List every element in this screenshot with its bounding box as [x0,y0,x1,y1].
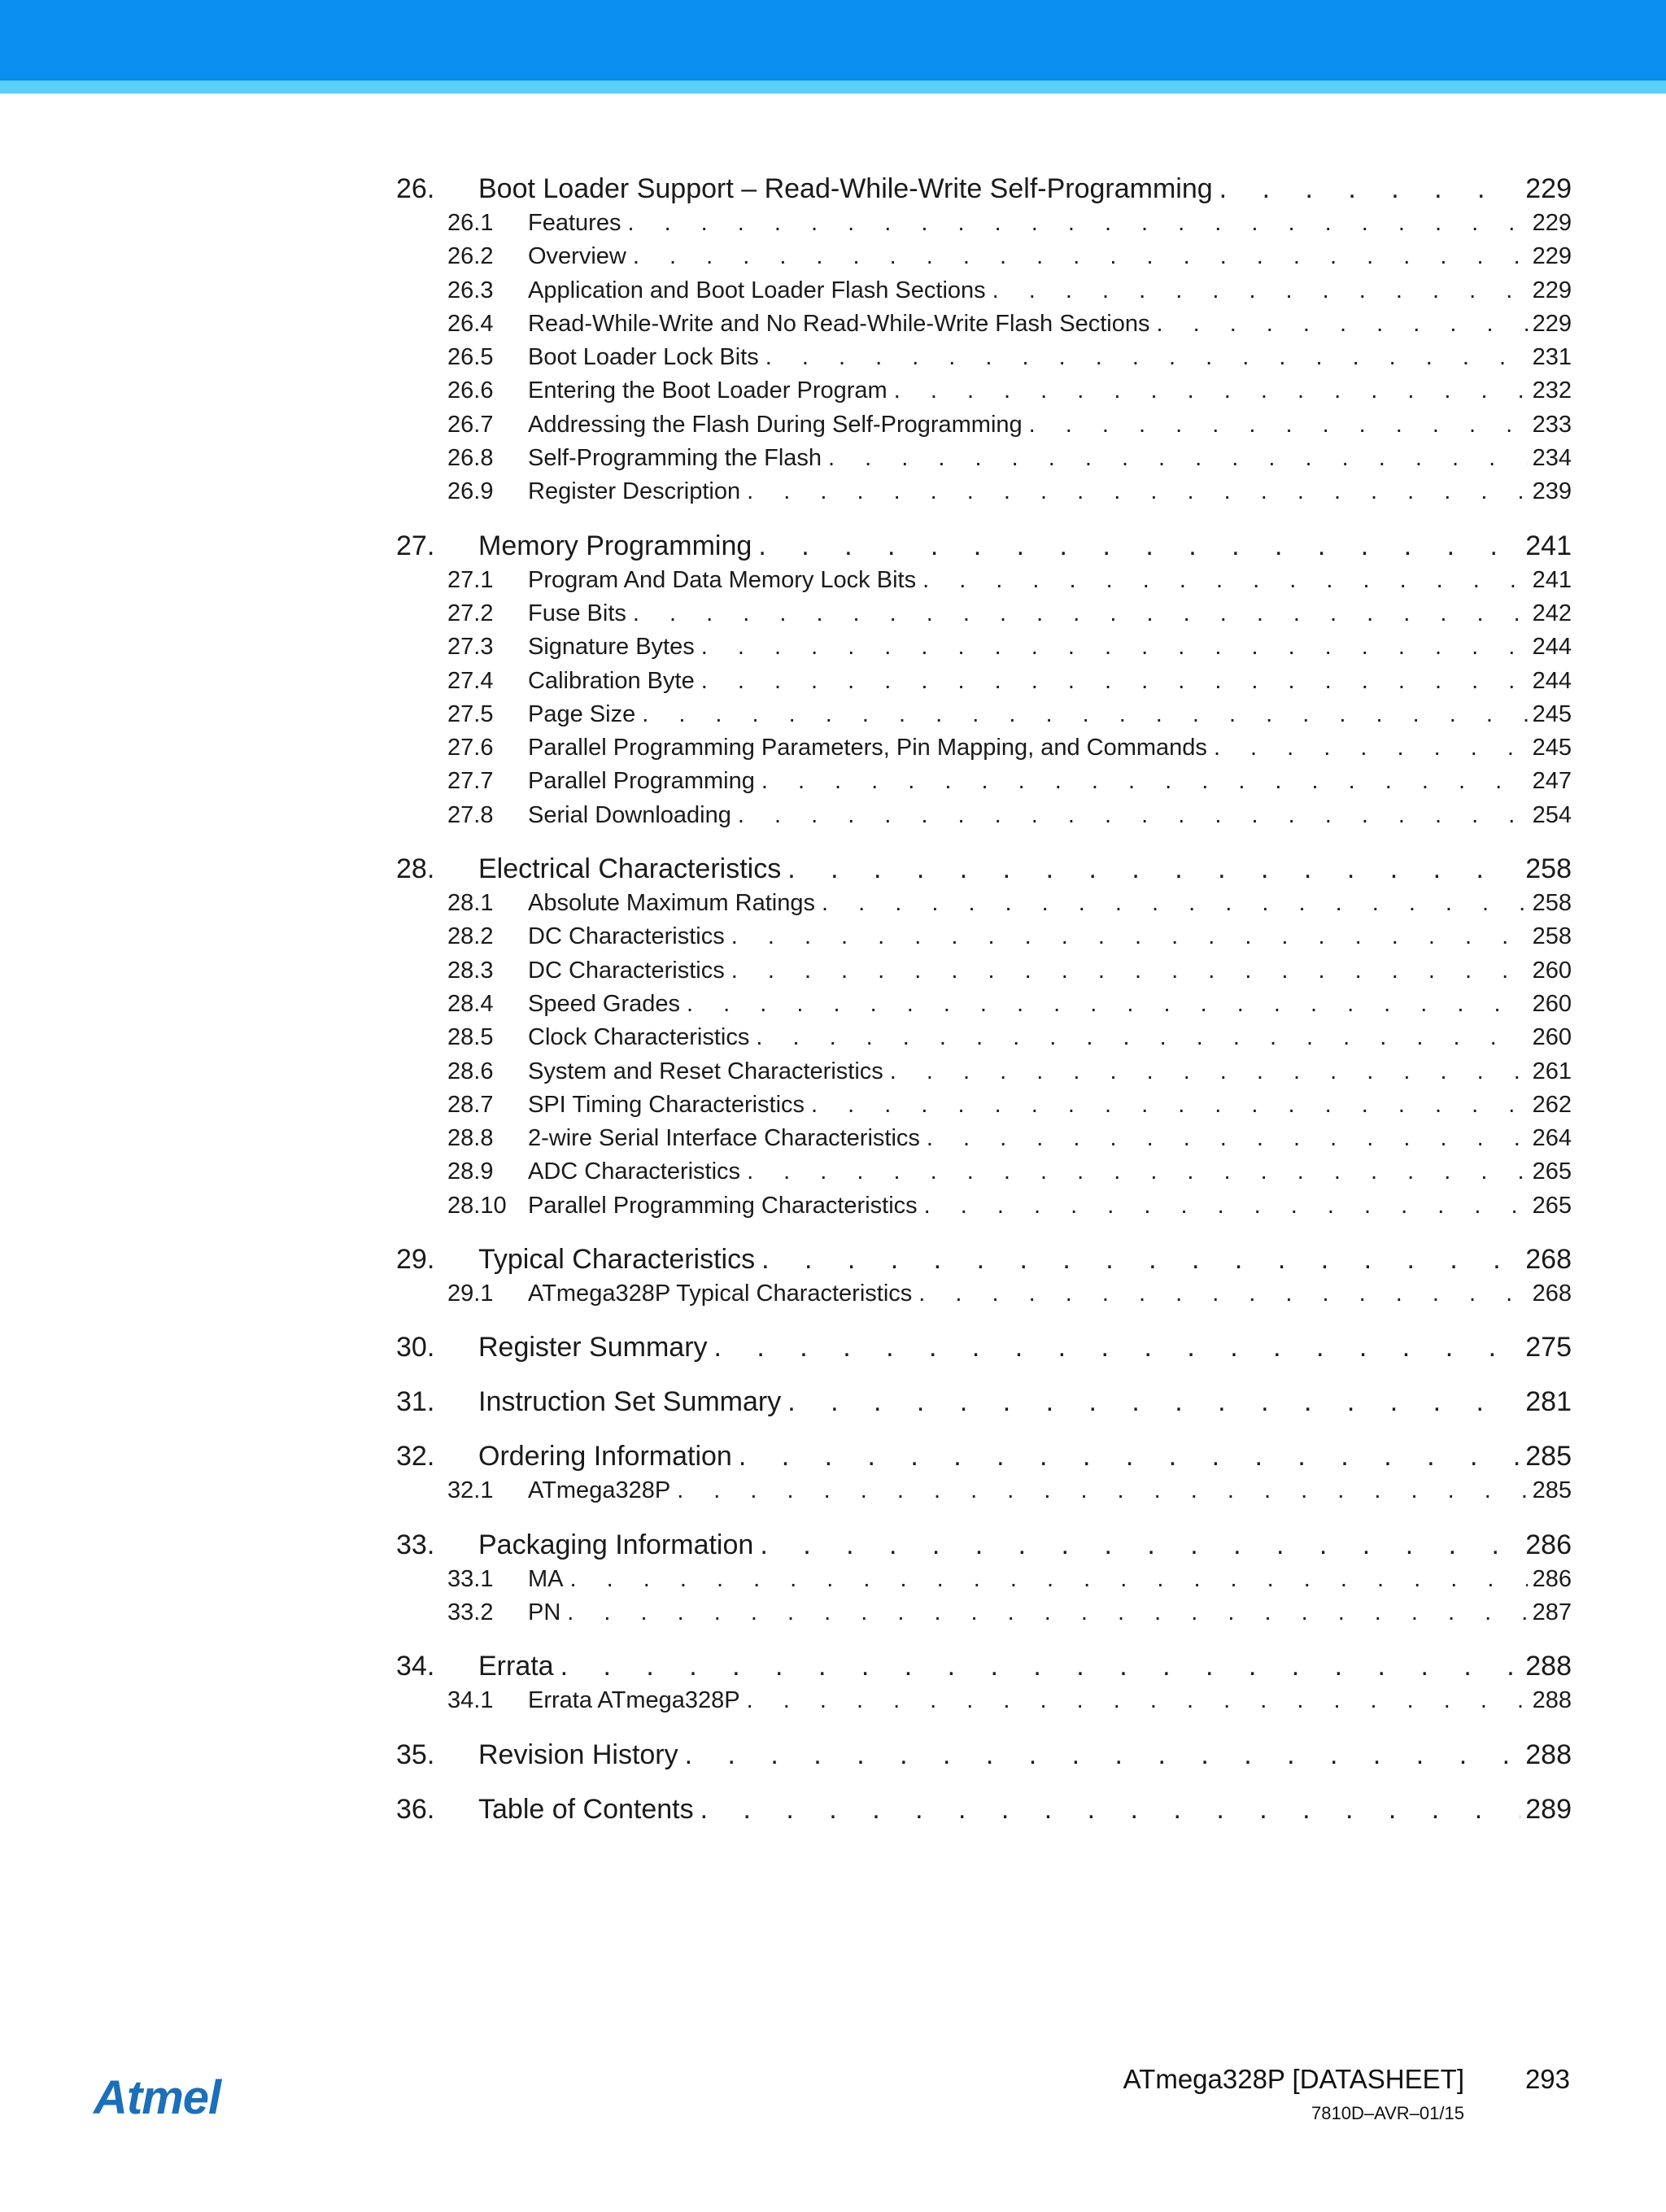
toc-chapter [396,1527,1572,1630]
toc-entry-title: Speed Grades [528,990,681,1017]
toc-entry-page: 287 [1532,1599,1572,1625]
footer-page-number: 293 [1524,2064,1570,2094]
footer-doc-code: 7810D–AVR–01/15 [1311,2103,1464,2123]
toc-entry-page: 288 [1532,1687,1572,1714]
toc-entry-number: 26.8 [447,445,494,472]
toc-entry-number: 27.3 [447,634,494,661]
toc-entry-number: 32. [396,1441,435,1472]
toc-dot-leader [626,240,1528,273]
toc-entry-page: 258 [1525,853,1572,885]
toc-entry-number: 33.2 [447,1599,494,1625]
toc-entry-page: 260 [1532,990,1572,1017]
toc-section-row[interactable] [396,731,1572,765]
toc-entry-title: Calibration Byte [528,667,695,694]
toc-chapter-row[interactable] [396,528,1572,564]
toc-entry-title: Boot Loader Support – Read-While-Write Self-Programming [478,173,1213,204]
toc-entry-title: Register Summary [478,1332,708,1363]
toc-entry-title: Fuse Bits [528,600,626,626]
toc-section-row[interactable] [396,954,1572,988]
toc-entry-page: 247 [1532,768,1572,795]
toc-dot-leader [759,341,1528,374]
toc-entry-title: Packaging Information [478,1529,754,1560]
toc-entry-number: 26.5 [447,344,494,371]
toc-entry-page: 239 [1532,478,1572,505]
toc-dot-leader [1149,308,1527,341]
toc-entry-title: Program And Data Memory Lock Bits [528,566,917,593]
toc-entry-title: Electrical Characteristics [478,853,782,885]
toc-entry-title: ATmega328P Typical Characteristics [528,1281,913,1307]
toc-section-row[interactable] [396,920,1572,953]
toc-entry-number: 28.1 [447,890,494,917]
toc-entry-page: 264 [1532,1125,1572,1152]
toc-entry-title: DC Characteristics [528,923,725,950]
toc-entry-number: 27.7 [447,768,494,795]
toc-entry-title: Typical Characteristics [478,1244,756,1276]
toc-entry-page: 285 [1532,1477,1572,1504]
toc-chapter-row[interactable] [396,1384,1572,1420]
toc-entry-number: 35. [396,1739,435,1770]
toc-entry-number: 36. [396,1793,435,1825]
toc-section-row[interactable] [396,1596,1572,1630]
toc-entry-title: PN [528,1599,561,1625]
toc-dot-leader [740,475,1528,508]
toc-entry-title: Clock Characteristics [528,1024,750,1051]
footer-doc-title: ATmega328P [DATASHEET] [1123,2064,1464,2094]
toc-dot-leader [725,920,1528,953]
toc-entry-title: ATmega328P [528,1477,671,1504]
toc-entry-title: Errata ATmega328P [528,1687,740,1714]
toc-entry-number: 26. [396,173,435,204]
toc-entry-number: 27.6 [447,735,494,761]
toc-dot-leader [888,374,1528,408]
toc-entry-title: Self-Programming the Flash [528,445,822,472]
toc-dot-leader [635,698,1527,731]
toc-entry-page: 265 [1532,1192,1572,1219]
toc-entry-page: 241 [1525,530,1572,561]
toc-dot-leader [564,1563,1528,1596]
toc-dot-leader [749,1021,1527,1054]
toc-entry-title: Table of Contents [478,1793,694,1825]
toc-entry-title: MA [528,1565,564,1592]
toc-section-row[interactable] [396,207,1572,240]
toc-section-row[interactable] [396,308,1572,341]
toc-entry-page: 286 [1525,1529,1572,1560]
toc-section-row[interactable] [396,341,1572,374]
toc-entry-number: 27. [396,530,435,561]
toc-entry-title: Parallel Programming Parameters, Pin Mapping, and Commands [528,735,1207,761]
toc-chapter [396,851,1572,1223]
toc-entry-number: 27.8 [447,801,494,828]
toc-entry-title: Revision History [478,1739,678,1770]
toc-entry-title: Read-While-Write and No Read-While-Write Flash Sections [528,310,1150,337]
toc-section-row[interactable] [396,887,1572,920]
toc-entry-title: Addressing the Flash During Self-Programming [528,411,1023,438]
toc-entry-number: 34. [396,1651,435,1682]
toc-entry-title: Ordering Information [478,1441,732,1472]
toc-entry-page: 229 [1532,243,1572,270]
toc-entry-page: 260 [1532,1024,1572,1051]
toc-dot-leader [694,1791,1521,1827]
toc-dot-leader [695,665,1528,698]
toc-dot-leader [916,564,1528,597]
toc-dot-leader [740,1155,1528,1189]
toc-entry-title: Overview [528,243,626,270]
toc-entry-page: 241 [1532,566,1572,593]
header-band [0,0,1666,81]
toc-dot-leader [1213,171,1521,207]
toc-entry-page: 268 [1532,1281,1572,1307]
toc-section-row[interactable] [396,1155,1572,1189]
toc-section-row[interactable] [396,799,1572,832]
toc-chapter-row[interactable] [396,1648,1572,1684]
toc-dot-leader [678,1737,1521,1773]
toc-entry-number: 26.1 [447,210,494,236]
toc-entry-title: Errata [478,1651,554,1682]
toc-dot-leader [626,597,1528,630]
toc-entry-page: 229 [1532,277,1572,303]
toc-entry-title: Memory Programming [478,530,752,561]
toc-section-row[interactable] [396,1563,1572,1596]
toc-entry-number: 26.3 [447,277,494,303]
toc-entry-number: 26.9 [447,478,494,505]
toc-entry-page: 286 [1532,1565,1572,1592]
toc-chapter [396,1329,1572,1365]
toc-section-row[interactable] [396,475,1572,508]
toc-section-row[interactable] [396,1684,1572,1717]
toc-section-row[interactable] [396,274,1572,308]
toc-entry-page: 245 [1532,735,1572,761]
toc-dot-leader [781,851,1520,887]
toc-dot-leader [752,528,1520,564]
toc-entry-number: 34.1 [447,1687,494,1714]
toc-dot-leader [560,1596,1527,1630]
toc-dot-leader [680,988,1528,1021]
toc-chapter [396,171,1572,509]
toc-chapter-row[interactable] [396,1329,1572,1365]
toc-entry-title: Instruction Set Summary [478,1386,782,1418]
toc-chapter [396,1241,1572,1311]
toc-dot-leader [822,442,1528,475]
toc-entry-page: 260 [1532,957,1572,984]
toc-entry-page: 289 [1525,1793,1572,1825]
toc-dot-leader [708,1329,1521,1365]
toc-entry-number: 28. [396,853,435,885]
toc-dot-leader [912,1277,1527,1311]
toc-dot-leader [781,1384,1520,1420]
toc-entry-page: 285 [1525,1441,1572,1472]
toc-entry-number: 31. [396,1386,435,1418]
toc-chapter [396,1737,1572,1773]
toc-entry-page: 258 [1532,923,1572,950]
toc-entry-number: 27.1 [447,566,494,593]
toc-entry-number: 26.7 [447,411,494,438]
toc-entry-title: Page Size [528,700,636,727]
toc-dot-leader [918,1189,1528,1223]
toc-entry-number: 27.2 [447,600,494,626]
toc-dot-leader [755,765,1528,798]
toc-section-row[interactable] [396,240,1572,273]
toc-section-row[interactable] [396,442,1572,475]
toc-entry-number: 26.6 [447,377,494,404]
toc-entry-page: 261 [1532,1058,1572,1084]
toc-chapter-row[interactable] [396,851,1572,887]
toc-entry-title: Absolute Maximum Ratings [528,890,815,917]
toc-entry-page: 258 [1532,890,1572,917]
toc-section-row[interactable] [396,665,1572,698]
atmel-logo [94,2070,220,2125]
toc-entry-title: Serial Downloading [528,801,731,828]
toc-chapter [396,1791,1572,1827]
toc-entry-page: 232 [1532,377,1572,404]
toc-entry-number: 26.2 [447,243,494,270]
toc-entry-title: Application and Boot Loader Flash Sections [528,277,986,303]
toc-entry-number: 27.5 [447,700,494,727]
toc-entry-page: 229 [1532,210,1572,236]
toc-section-row[interactable] [396,1021,1572,1054]
toc-dot-leader [920,1122,1528,1155]
toc-entry-page: 288 [1525,1739,1572,1770]
toc-entry-title: DC Characteristics [528,957,725,984]
toc-entry-page: 262 [1532,1091,1572,1118]
toc-entry-page: 254 [1532,801,1572,828]
toc-entry-title: System and Reset Characteristics [528,1058,883,1084]
toc-dot-leader [732,1438,1520,1474]
toc-section-row[interactable] [396,374,1572,408]
toc-entry-number: 28.5 [447,1024,494,1051]
toc-entry-title: 2-wire Serial Interface Characteristics [528,1125,920,1152]
toc-entry-number: 29. [396,1244,435,1276]
toc-entry-number: 33.1 [447,1565,494,1592]
toc-section-row[interactable] [396,630,1572,664]
toc-chapter [396,1648,1572,1717]
toc-entry-title: Entering the Boot Loader Program [528,377,888,404]
toc-section-row[interactable] [396,408,1572,442]
toc-chapter [396,528,1572,832]
toc-chapter [396,1438,1572,1507]
toc-entry-title: Parallel Programming Characteristics [528,1192,918,1219]
toc-chapter-row[interactable] [396,1241,1572,1277]
toc-entry-number: 26.4 [447,310,494,337]
toc-chapter-row[interactable] [396,1791,1572,1827]
toc-entry-title: Signature Bytes [528,634,695,661]
toc-section-row[interactable] [396,564,1572,597]
toc-entry-number: 29.1 [447,1281,494,1307]
toc-entry-page: 231 [1532,344,1572,371]
toc-entry-page: 281 [1525,1386,1572,1418]
toc-entry-number: 28.7 [447,1091,494,1118]
toc-dot-leader [753,1527,1520,1563]
toc-entry-page: 244 [1532,667,1572,694]
toc-entry-title: ADC Characteristics [528,1158,741,1185]
toc-entry-number: 27.4 [447,667,494,694]
toc-entry-number: 28.3 [447,957,494,984]
toc-entry-number: 28.10 [447,1192,507,1219]
toc-dot-leader [670,1474,1527,1507]
toc-dot-leader [805,1089,1528,1122]
toc-entry-page: 234 [1532,445,1572,472]
toc-chapter-row[interactable] [396,1737,1572,1773]
toc-chapter-row[interactable] [396,1438,1572,1474]
toc-dot-leader [883,1055,1528,1089]
toc-entry-title: Features [528,210,621,236]
toc-dot-leader [1023,408,1528,442]
toc-dot-leader [815,887,1528,920]
toc-section-row[interactable] [396,988,1572,1021]
toc-entry-page: 288 [1525,1651,1572,1682]
toc-entry-title: SPI Timing Characteristics [528,1091,805,1118]
toc-dot-leader [695,630,1528,664]
toc-section-row[interactable] [396,1474,1572,1507]
toc-entry-title: Boot Loader Lock Bits [528,344,759,371]
toc-section-row[interactable] [396,1055,1572,1089]
toc-dot-leader [621,207,1527,240]
toc-section-row[interactable] [396,1089,1572,1122]
toc-entry-page: 268 [1525,1244,1572,1276]
toc-entry-number: 32.1 [447,1477,494,1504]
toc-section-row[interactable] [396,698,1572,731]
toc-section-row[interactable] [396,1189,1572,1223]
toc-dot-leader [731,799,1528,832]
toc-dot-leader [725,954,1528,988]
toc-section-row[interactable] [396,765,1572,798]
toc-entry-page: 245 [1532,700,1572,727]
toc-entry-title: Register Description [528,478,741,505]
toc-section-row[interactable] [396,1122,1572,1155]
toc-entry-number: 28.4 [447,990,494,1017]
toc-entry-page: 244 [1532,634,1572,661]
toc-entry-number: 28.8 [447,1125,494,1152]
toc-dot-leader [1207,731,1528,765]
toc-entry-page: 229 [1532,310,1572,337]
toc-entry-number: 33. [396,1529,435,1560]
toc-entry-page: 242 [1532,600,1572,626]
toc-entry-page: 233 [1532,411,1572,438]
toc-entry-page: 275 [1525,1332,1572,1363]
toc-entry-number: 28.6 [447,1058,494,1084]
toc-entry-page: 229 [1525,173,1572,204]
toc-section-row[interactable] [396,597,1572,630]
toc-chapter-row[interactable] [396,171,1572,207]
header-stripe [0,81,1666,94]
toc-chapter-row[interactable] [396,1527,1572,1563]
toc-dot-leader [740,1684,1528,1717]
toc-dot-leader [554,1648,1521,1684]
toc-chapter [396,1384,1572,1420]
toc-dot-leader [755,1241,1520,1277]
toc-entry-title: Parallel Programming [528,768,755,795]
toc-section-row[interactable] [396,1277,1572,1311]
toc-entry-number: 28.2 [447,923,494,950]
table-of-contents [396,171,1572,1846]
toc-entry-number: 30. [396,1332,435,1363]
toc-entry-page: 265 [1532,1158,1572,1185]
logo-text: Atmel [94,2071,221,2124]
toc-entry-number: 28.9 [447,1158,494,1185]
toc-dot-leader [986,274,1528,308]
